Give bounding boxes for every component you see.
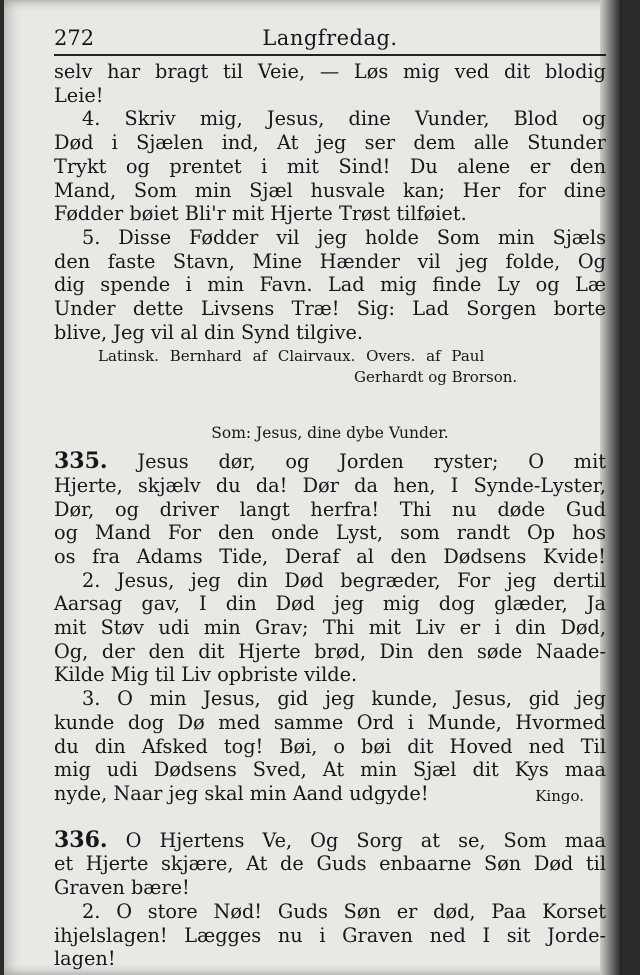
hymn-first-line-text: Jesus dør, og Jorden ryster; O mit (137, 450, 606, 474)
text-line: mig udi Dødsens Sved, At min Sjæl dit Kys maa (54, 758, 606, 782)
text-line: ihjelslagen! Lægges nu i Graven ned I sit Jorde- (54, 923, 606, 947)
page-number: 272 (54, 26, 95, 50)
hymn-number: 336. (54, 826, 108, 853)
verse-5 (54, 226, 606, 345)
text-line: Hjerte, skjælv du da! Dør da hen, I Synde-Lyster, (54, 473, 606, 497)
text-line (54, 782, 606, 809)
text-line: Under dette Livsens Træ! Sig: Lad Sorgen borte (54, 297, 606, 321)
text-line: 4. Skriv mig, Jesus, dine Vunder, Blod og (82, 107, 606, 131)
text-line: Mand, Som min Sjæl husvale kan; Her for dine (54, 178, 606, 202)
text-line: 5. Disse Fødder vil jeg holde Som min Sjæls (82, 225, 606, 249)
text-line: Leie! (54, 83, 104, 107)
verse-last-line: nyde, Naar jeg skal min Aand udgyde! (54, 781, 429, 805)
text-line: blive, Jeg vil al din Synd tilgive. (54, 320, 364, 344)
text-line: Kilde Mig til Liv opbriste vilde. (54, 663, 358, 687)
text-line: et Hjerte skjære, At de Guds enbaarne Søn Død til (54, 852, 606, 876)
book-page (4, 0, 622, 975)
text-line: Aarsag gav, I din Død jeg mig dog glæder, Ja (54, 592, 606, 616)
credit-line: Latinsk. Bernhard af Clairvaux. Overs. af Paul (98, 347, 485, 366)
text-line: Og, der den dit Hjerte brød, Din den søde Naade- (54, 639, 606, 663)
verse-4 (54, 107, 606, 226)
text-line: og Mand For den onde Lyst, som randt Op hos (54, 521, 606, 545)
hymn-first-line (54, 826, 606, 853)
running-title: Langfredag. (262, 26, 398, 50)
text-line: dig spende i min Favn. Lad mig finde Ly og Læ (54, 273, 606, 297)
tune-indication: Som: Jesus, dine dybe Vunder. (211, 424, 449, 443)
text-line: 3. O min Jesus, gid jeg kunde, Jesus, gid jeg (82, 687, 606, 711)
hymn-author: Kingo. (535, 786, 584, 805)
hymn-335 (54, 450, 606, 809)
text-line: lagen! (54, 947, 116, 971)
hymn-first-line-text: O Hjertens Ve, Og Sorg at se, Som maa (125, 828, 606, 852)
text-line: Trykt og prentet i mit Sind! Du alene er den (54, 154, 606, 178)
text-line: Død i Sjælen ind, At jeg ser dem alle Stunder (54, 131, 606, 155)
hymn-336 (54, 826, 606, 971)
text-line: mit Støv udi min Grav; Thi mit Liv er i din Død, (54, 616, 606, 640)
hymn-first-line (54, 450, 606, 474)
text-body (54, 60, 606, 971)
text-line: den faste Stavn, Mine Hænder vil jeg folde, Og (54, 249, 606, 273)
page-content (54, 22, 606, 971)
text-line: du din Afsked tog! Bøi, o bøi dit Hoved ned Til (54, 734, 606, 758)
text-line: 2. O store Nød! Guds Søn er død, Paa Korset (82, 899, 606, 923)
hymn-credit (54, 346, 606, 388)
text-line: 2. Jesus, jeg din Død begræder, For jeg dertil (82, 568, 606, 592)
text-line: os fra Adams Tide, Deraf al den Dødsens Kvide! (54, 544, 606, 568)
text-line: selv har bragt til Veie, — Løs mig ved dit blodig (54, 60, 606, 83)
credit-line: Gerhardt og Brorson. (354, 368, 518, 387)
hymn-number: 335. (54, 448, 108, 475)
page-header (54, 22, 606, 56)
text-line: Dør, og driver langt herfra! Thi nu døde Gud (54, 497, 606, 521)
text-line: Fødder bøiet Bli'r mit Hjerte Trøst tilføiet. (54, 202, 467, 226)
text-line: kunde dog Dø med samme Ord i Munde, Hvormed (54, 710, 606, 734)
text-line: Graven bære! (54, 876, 190, 900)
